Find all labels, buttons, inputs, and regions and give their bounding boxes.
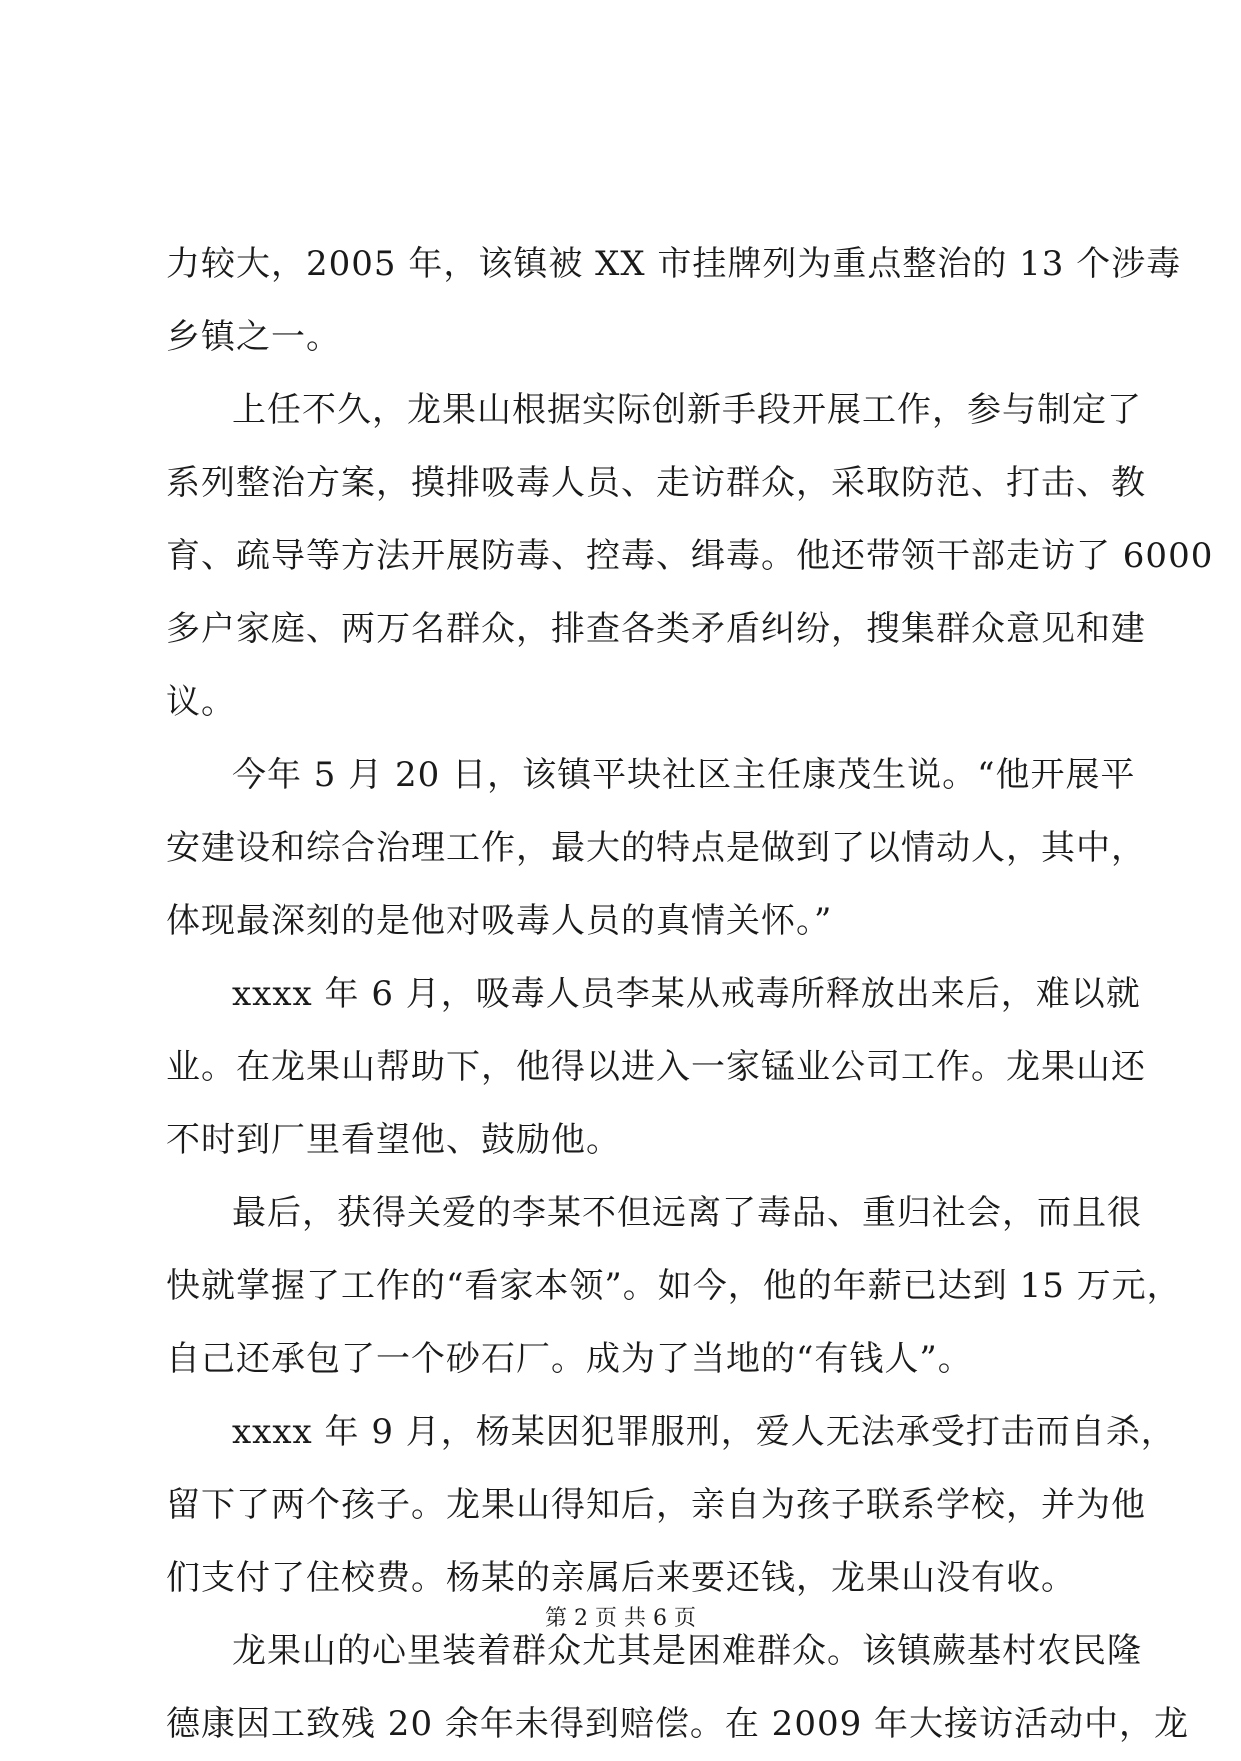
text-line: 留下了两个孩子。龙果山得知后，亲自为孩子联系学校，并为他 bbox=[166, 1485, 1146, 1525]
text-line: 德康因工致残 20 余年未得到赔偿。在 2009 年大接访活动中，龙 bbox=[166, 1704, 1190, 1744]
text-line: xxxx 年 9 月，杨某因犯罪服刑，爱人无法承受打击而自杀， bbox=[232, 1412, 1176, 1452]
text-line: 乡镇之一。 bbox=[166, 317, 341, 357]
text-line: 今年 5 月 20 日，该镇平块社区主任康茂生说。“他开展平 bbox=[232, 755, 1136, 795]
text-line: 不时到厂里看望他、鼓励他。 bbox=[166, 1120, 621, 1160]
text-line: 安建设和综合治理工作，最大的特点是做到了以情动人，其中， bbox=[166, 828, 1146, 868]
text-line: 们支付了住校费。杨某的亲属后来要还钱，龙果山没有收。 bbox=[166, 1558, 1076, 1598]
text-line: 系列整治方案，摸排吸毒人员、走访群众，采取防范、打击、教 bbox=[166, 463, 1146, 503]
text-line: 快就掌握了工作的“看家本领”。如今，他的年薪已达到 15 万元， bbox=[166, 1266, 1182, 1306]
body-text bbox=[166, 228, 1214, 1761]
text-line: 体现最深刻的是他对吸毒人员的真情关怀。” bbox=[166, 901, 833, 941]
text-line: 力较大，2005 年，该镇被 XX 市挂牌列为重点整治的 13 个涉毒 bbox=[166, 244, 1182, 284]
page-number-footer: 第 2 页 共 6 页 bbox=[545, 1606, 696, 1631]
text-line: 自己还承包了一个砂石厂。成为了当地的“有钱人”。 bbox=[166, 1339, 973, 1379]
text-line: 业。在龙果山帮助下，他得以进入一家锰业公司工作。龙果山还 bbox=[166, 1047, 1146, 1087]
text-line: 最后，获得关爱的李某不但远离了毒品、重归社会，而且很 bbox=[232, 1193, 1142, 1233]
text-line: 多户家庭、两万名群众，排查各类矛盾纠纷，搜集群众意见和建 bbox=[166, 609, 1146, 649]
text-line: 上任不久，龙果山根据实际创新手段开展工作，参与制定了 bbox=[232, 390, 1142, 430]
text-line: 议。 bbox=[166, 682, 236, 722]
text-line: 龙果山的心里装着群众尤其是困难群众。该镇蕨基村农民隆 bbox=[232, 1631, 1142, 1671]
text-line: 育、疏导等方法开展防毒、控毒、缉毒。他还带领干部走访了 6000 bbox=[166, 536, 1214, 576]
text-line: xxxx 年 6 月，吸毒人员李某从戒毒所释放出来后，难以就 bbox=[232, 974, 1141, 1014]
